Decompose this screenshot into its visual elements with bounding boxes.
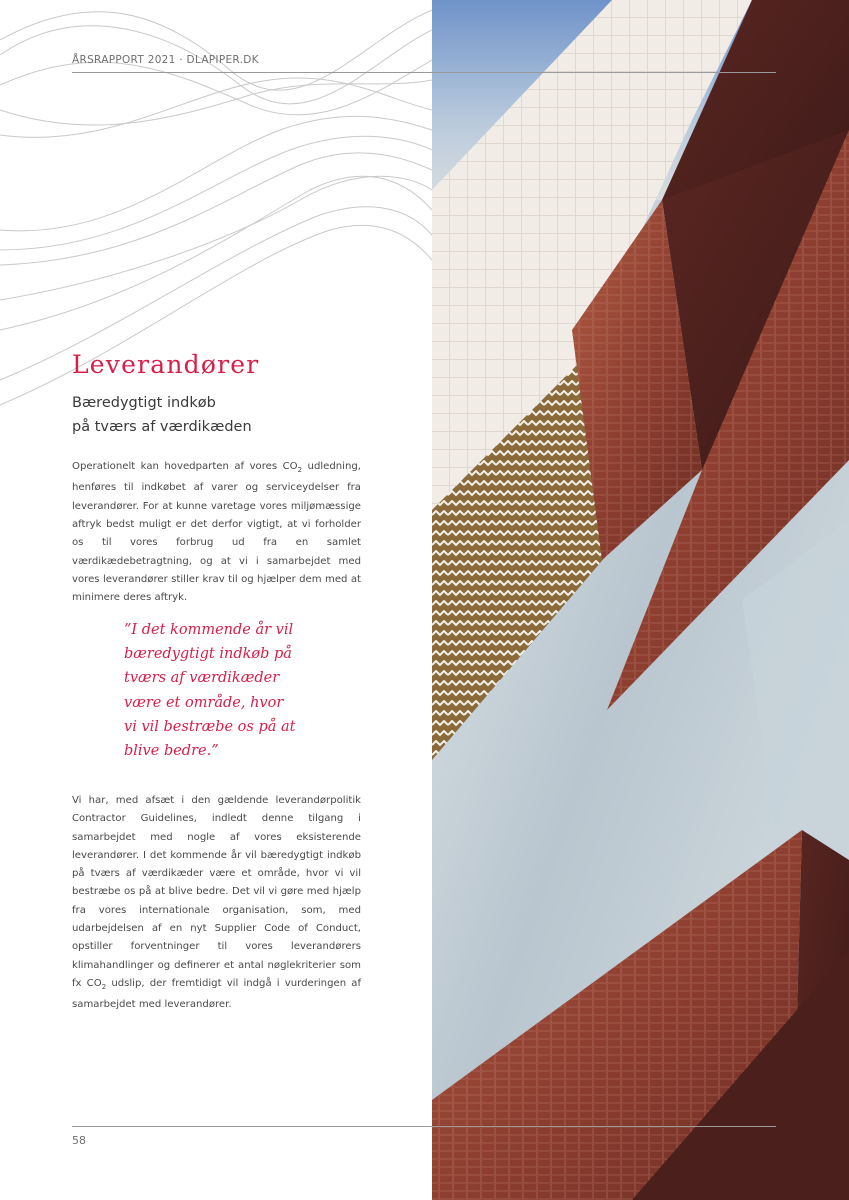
- footer-divider: [72, 1126, 776, 1127]
- header-divider: [72, 72, 776, 73]
- quote-line: ”I det kommende år vil: [124, 622, 294, 638]
- quote-line: være et område, hvor: [124, 694, 284, 711]
- quote-line: bæredygtigt indkøb på: [124, 646, 292, 663]
- building-facade-photo: [432, 0, 849, 1200]
- section-subtitle: [72, 391, 402, 439]
- report-header: ÅRSRAPPORT 2021 · DLAPIPER.DK: [72, 54, 259, 66]
- quote-line: blive bedre.”: [124, 743, 219, 760]
- body-paragraph-2: Vi har, med afsæt i den gældende leverandørpolitik Contractor Guidelines, indledt denne tilgang i samarbejdet med nogle af vores eksisterende leverandører. I det kommende år vil bæredygtigt indkøb på tværs af værdikæder være et område, hvor vi vil bestræbe os på at blive bedre. Det vil vi gøre med hjælp fra vores internationale organisation, som, med udarbejdelsen af en nyt Supplier Code of Conduct, opstiller forventninger til vores leverandørers klimahandlinger og definerer et antal nøglekriterier som fx $CO_2$ udslip, der fremtidigt vil indgå i vurderingen af samarbejdet med leverandører.: [72, 795, 361, 1011]
- subtitle-line-1: Bæredygtigt indkøb: [72, 395, 216, 411]
- quote-line: vi vil bestræbe os på at: [124, 718, 296, 735]
- section-title: Leverandører: [72, 350, 260, 379]
- body-paragraph-1: Operationelt kan hovedparten af vores $CO_2$ udledning, henføres til indkøbet af varer og serviceydelser fra leverandører. For at kunne varetage vores miljømæssige aftryk bedst muligt er det derfor vigtigt, at vi forholder os til vores forbrug ud fra en samlet værdikædebetragtning, og at vi i samarbejdet med vores leverandører stiller krav til og hjælper dem med at minimere deres aftryk.: [72, 461, 361, 604]
- page-number: 58: [72, 1134, 86, 1147]
- subtitle-line-2: på tværs af værdikæden: [72, 419, 252, 435]
- pull-quote: [124, 618, 324, 763]
- quote-line: tværs af værdikæder: [124, 670, 280, 687]
